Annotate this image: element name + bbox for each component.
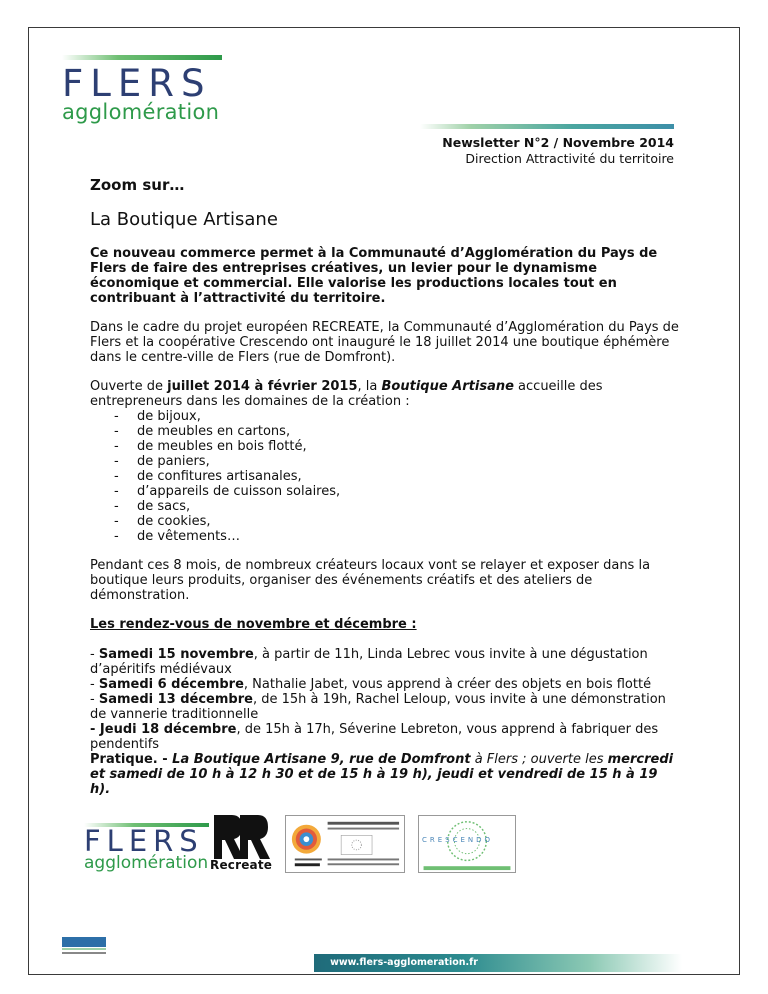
event-item: - Samedi 6 décembre, Nathalie Jabet, vous apprend à créer des objets en bois flotté <box>90 677 652 692</box>
footer-logo-flers-text: FLERS <box>84 824 204 858</box>
article-body <box>90 178 680 797</box>
events-heading: Les rendez-vous de novembre et décembre : <box>90 617 417 632</box>
event-item: - Samedi 15 novembre, à partir de 11h, Linda Lebrec vous invite à une dégustation d’apéritifs médiévaux <box>90 647 648 677</box>
list-item: - de sacs, <box>90 499 680 514</box>
opening-dates: juillet 2014 à février 2015 <box>167 379 358 394</box>
event-item: - Samedi 13 décembre, de 15h à 19h, Rachel Leloup, vous invite à une démonstration de vannerie traditionnelle <box>90 692 666 722</box>
practical-info: Pratique. - La Boutique Artisane 9, rue de Domfront à Flers ; ouverte les mercredi et samedi de 10 h à 12 h 30 et de 15 h à 19 h), jeudi et vendredi de 15 h à 19 h). <box>90 752 674 797</box>
interreg-eu-logo-icon <box>285 815 405 873</box>
list-item: - de paniers, <box>90 454 680 469</box>
header-accent-bar <box>420 124 674 129</box>
crescendo-label: CRESCENDO <box>422 836 494 844</box>
event-item: - Jeudi 18 décembre, de 15h à 17h, Séverine Lebreton, vous apprend à fabriquer des pendentifs <box>90 722 659 752</box>
list-item: - de bijoux, <box>90 409 680 424</box>
list-item: - de meubles en cartons, <box>90 424 680 439</box>
crescendo-logo-icon <box>418 815 516 873</box>
article-title: La Boutique Artisane <box>90 209 278 230</box>
newsletter-title: Newsletter N°2 / Novembre 2014 <box>442 135 674 150</box>
recreate-label: Recreate <box>210 858 273 872</box>
logo-flers-text: FLERS <box>62 62 212 105</box>
domains-list <box>90 409 680 544</box>
paragraph-opening: Ouverte de juillet 2014 à février 2015, la Boutique Artisane accueille des entrepreneurs dans les domaines de la création : <box>90 379 603 409</box>
list-item: - de cookies, <box>90 514 680 529</box>
paragraph-context: Dans le cadre du projet européen RECREATE, la Communauté d’Agglomération du Pays de Flers et la coopérative Crescendo ont inauguré le 18 juillet 2014 une boutique éphémère dans le centre-ville de Flers (rue de Domfront). <box>90 320 679 365</box>
website-url: www.flers-agglomeration.fr <box>330 957 478 968</box>
paragraph-creators: Pendant ces 8 mois, de nombreux créateurs locaux vont se relayer et exposer dans la boutique leurs produits, organiser des événements créatifs et des ateliers de démonstration. <box>90 558 651 603</box>
department-subtitle: Direction Attractivité du territoire <box>465 151 674 166</box>
logo-agglomeration-text: agglomération <box>62 100 220 124</box>
pays-de-flers-logo-icon <box>60 935 108 957</box>
boutique-address: La Boutique Artisane 9, rue de Domfront <box>172 752 471 767</box>
boutique-name: Boutique Artisane <box>381 379 514 394</box>
article-intro: Ce nouveau commerce permet à la Communauté d’Agglomération du Pays de Flers de faire des entreprises créatives, un levier pour le dynamisme économique et commercial. Elle valorise les productions locales tout en contribuant à l’attractivité du territoire. <box>90 246 658 306</box>
logo-accent-bar <box>62 55 222 60</box>
list-item: - d’appareils de cuisson solaires, <box>90 484 680 499</box>
list-item: - de meubles en bois flotté, <box>90 439 680 454</box>
list-item: - de vêtements… <box>90 529 680 544</box>
list-item: - de confitures artisanales, <box>90 469 680 484</box>
section-heading: Zoom sur… <box>90 176 185 194</box>
footer-logo-agglomeration-text: agglomération <box>84 853 209 873</box>
